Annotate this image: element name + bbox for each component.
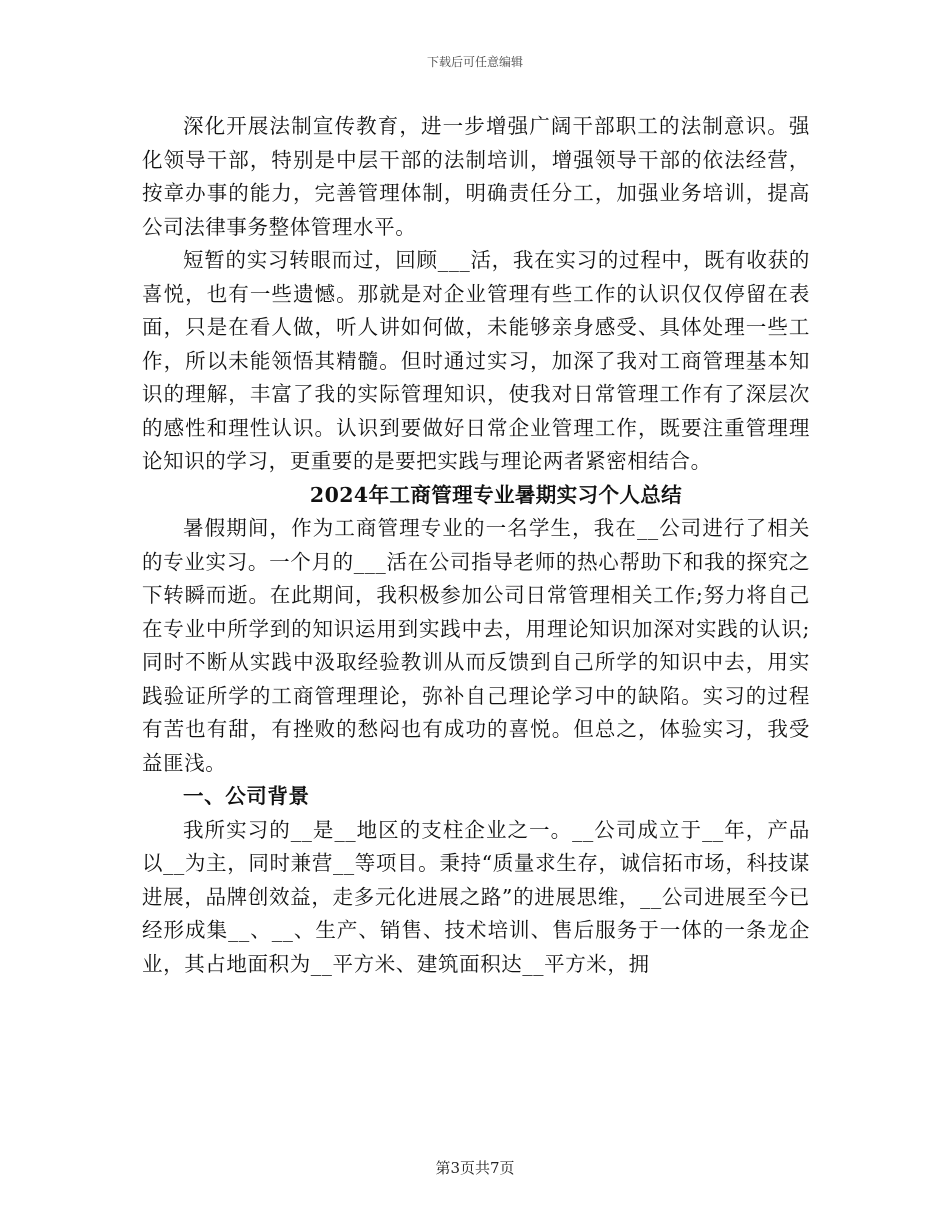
section-heading-company-background: 一、公司背景 <box>183 784 310 808</box>
paragraph-legal-education: 深化开展法制宣传教育，进一步增强广阔干部职工的法制意识。强化领导干部，特别是中层干部的法制培训，增强领导干部的依法经营，按章办事的能力，完善管理体制，明确责任分工，加强业务培训，提高公司法律事务整体管理水平。 <box>142 114 810 239</box>
page-footer: 第3页共7页 <box>435 1159 515 1177</box>
document-body <box>142 110 810 981</box>
document-title: 2024年工商管理专业暑期实习个人总结 <box>309 482 683 507</box>
page-header: 下载后可任意编辑 <box>426 55 523 69</box>
paragraph-internship-review: 短暂的实习转眼而过，回顾___活，我在实习的过程中，既有收获的喜悦，也有一些遗憾。那就是对企业管理有些工作的认识仅仅停留在表面，只是在看人做，听人讲如何做，未能够亲身感受、具体处理一些工作，所以未能领悟其精髓。但时通过实习，加深了我对工商管理基本知识的理解，丰富了我的实际管理知识，使我对日常管理工作有了深层次的感性和理性认识。认识到要做好日常企业管理工作，既要注重管理理论知识的学习，更重要的是要把实践与理论两者紧密相结合。 <box>142 248 810 473</box>
paragraph-summer-internship: 暑假期间，作为工商管理专业的一名学生，我在__公司进行了相关的专业实习。一个月的___活在公司指导老师的热心帮助下和我的探究之下转瞬而逝。在此期间，我积极参加公司日常管理相关工作;努力将自己在专业中所学到的知识运用到实践中去，用理论知识加深对实践的认识;同时不断从实践中汲取经验教训从而反馈到自己所学的知识中去，用实践验证所学的工商管理理论，弥补自己理论学习中的缺陷。实习的过程有苦也有甜，有挫败的愁闷也有成功的喜悦。但总之，体验实习，我受益匪浅。 <box>142 516 810 775</box>
paragraph-company-background: 我所实习的__是__地区的支柱企业之一。__公司成立于__年，产品以__为主，同时兼营__等项目。秉持“质量求生存，诚信拓市场，科技谋进展，品牌创效益，走多元化进展之路”的进展思维，__公司进展至今已经形成集__、__、生产、销售、技术培训、售后服务于一体的一条龙企业，其占地面积为__平方米、建筑面积达__平方米，拥 <box>142 817 810 976</box>
